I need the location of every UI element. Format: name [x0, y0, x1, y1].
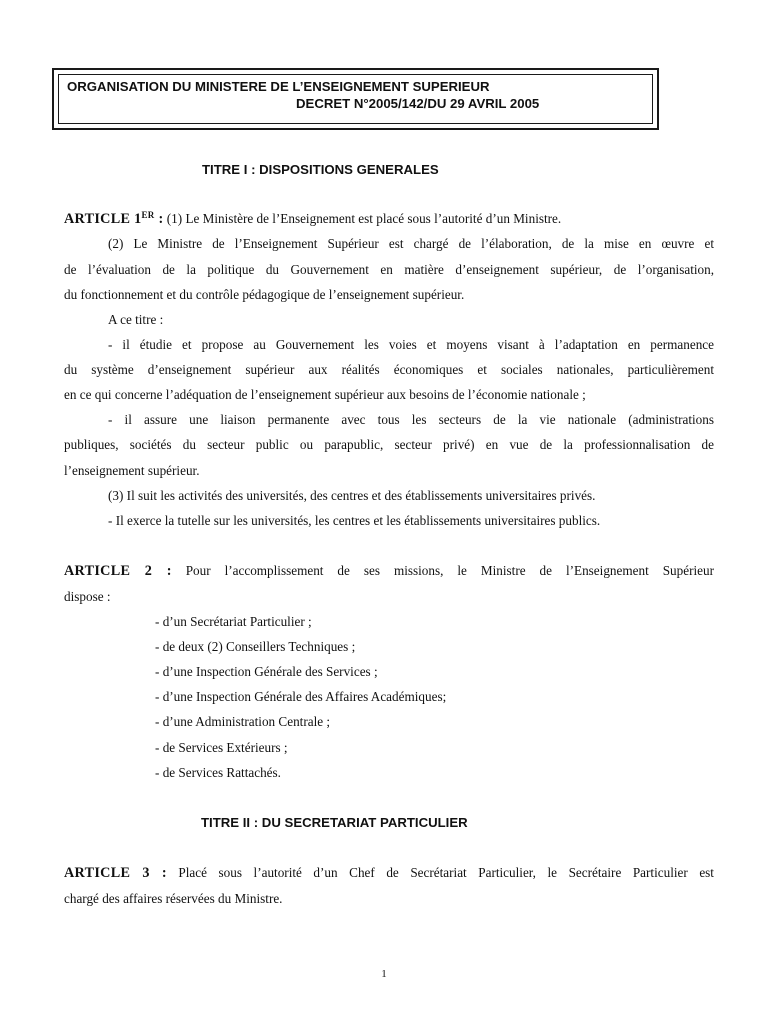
article-2-list-item: - d’un Secrétariat Particulier ; [155, 614, 312, 629]
article-1-p3: A ce titre : [108, 312, 164, 327]
article-2-label: ARTICLE 2 : [64, 563, 172, 579]
article-2-list-item: - de deux (2) Conseillers Techniques ; [155, 639, 356, 654]
article-1-p4-line-1: - il étudie et propose au Gouvernement les voies et moyens visant à l’adaptation en permanence [108, 337, 714, 352]
article-1-p5-line-3: l’enseignement supérieur. [64, 463, 200, 478]
article-3-label: ARTICLE 3 : [64, 865, 167, 881]
article-1-p6: (3) Il suit les activités des universités, des centres et des établissements universitaires privés. [108, 488, 596, 503]
article-1-paragraph-1: (1) Le Ministère de l’Enseignement est placé sous l’autorité d’un Ministre. [163, 211, 562, 226]
article-1-p4-line-3: en ce qui concerne l’adéquation de l’enseignement supérieur aux besoins de l’économie nationale ; [64, 387, 586, 402]
article-2-list-item: - de Services Extérieurs ; [155, 740, 288, 755]
titre-1-heading: TITRE I : DISPOSITIONS GENERALES [202, 162, 439, 177]
article-1-p2-line-1: (2) Le Ministre de l’Enseignement Supérieur est chargé de l’élaboration, de la mise en œuvre et [108, 236, 714, 251]
article-2-intro-line-1: ARTICLE 2 : Pour l’accomplissement de ses missions, le Ministre de l’Enseignement Supérieur [64, 563, 714, 579]
article-1-p2-line-3: du fonctionnement et du contrôle pédagogique de l’enseignement supérieur. [64, 287, 465, 302]
article-3-line-2: chargé des affaires réservées du Ministre. [64, 891, 283, 906]
article-1-p5-line-1: - il assure une liaison permanente avec tous les secteurs de la vie nationale (administrations [108, 412, 714, 427]
article-2-list-item: - de Services Rattachés. [155, 765, 281, 780]
article-2-intro-line-2: dispose : [64, 589, 111, 604]
article-2-list-item: - d’une Inspection Générale des Services ; [155, 664, 378, 679]
article-1-p2-line-2: de l’évaluation de la politique du Gouvernement en matière d’enseignement supérieur, de l’organisation, [64, 262, 714, 277]
header-decree-reference: DECRET N°2005/142/DU 29 AVRIL 2005 [296, 96, 540, 111]
page-number: 1 [381, 968, 387, 980]
article-3-line-1: ARTICLE 3 : Placé sous l’autorité d’un Chef de Secrétariat Particulier, le Secrétaire Particulier est [64, 865, 714, 881]
article-1-p5-line-2: publiques, sociétés du secteur public ou parapublic, secteur privé) en vue de la professionnalisation de [64, 437, 714, 452]
article-2-list-item: - d’une Inspection Générale des Affaires Académiques; [155, 689, 447, 704]
article-2-list-item: - d’une Administration Centrale ; [155, 714, 331, 729]
article-1-label: ARTICLE 1ER : [64, 210, 164, 227]
header-organisation-title: ORGANISATION DU MINISTERE DE L’ENSEIGNEMENT SUPERIEUR [67, 79, 490, 94]
titre-2-heading: TITRE II : DU SECRETARIAT PARTICULIER [201, 815, 468, 830]
article-1-p7: - Il exerce la tutelle sur les universités, les centres et les établissements universitaires publics. [108, 513, 601, 528]
document-header-box [52, 68, 659, 130]
article-1-first-line [64, 211, 561, 228]
article-1-p4-line-2: du système d’enseignement supérieur aux réalités économiques et sociales nationales, particulièrement [64, 362, 714, 377]
document-header-inner-border [58, 74, 653, 124]
